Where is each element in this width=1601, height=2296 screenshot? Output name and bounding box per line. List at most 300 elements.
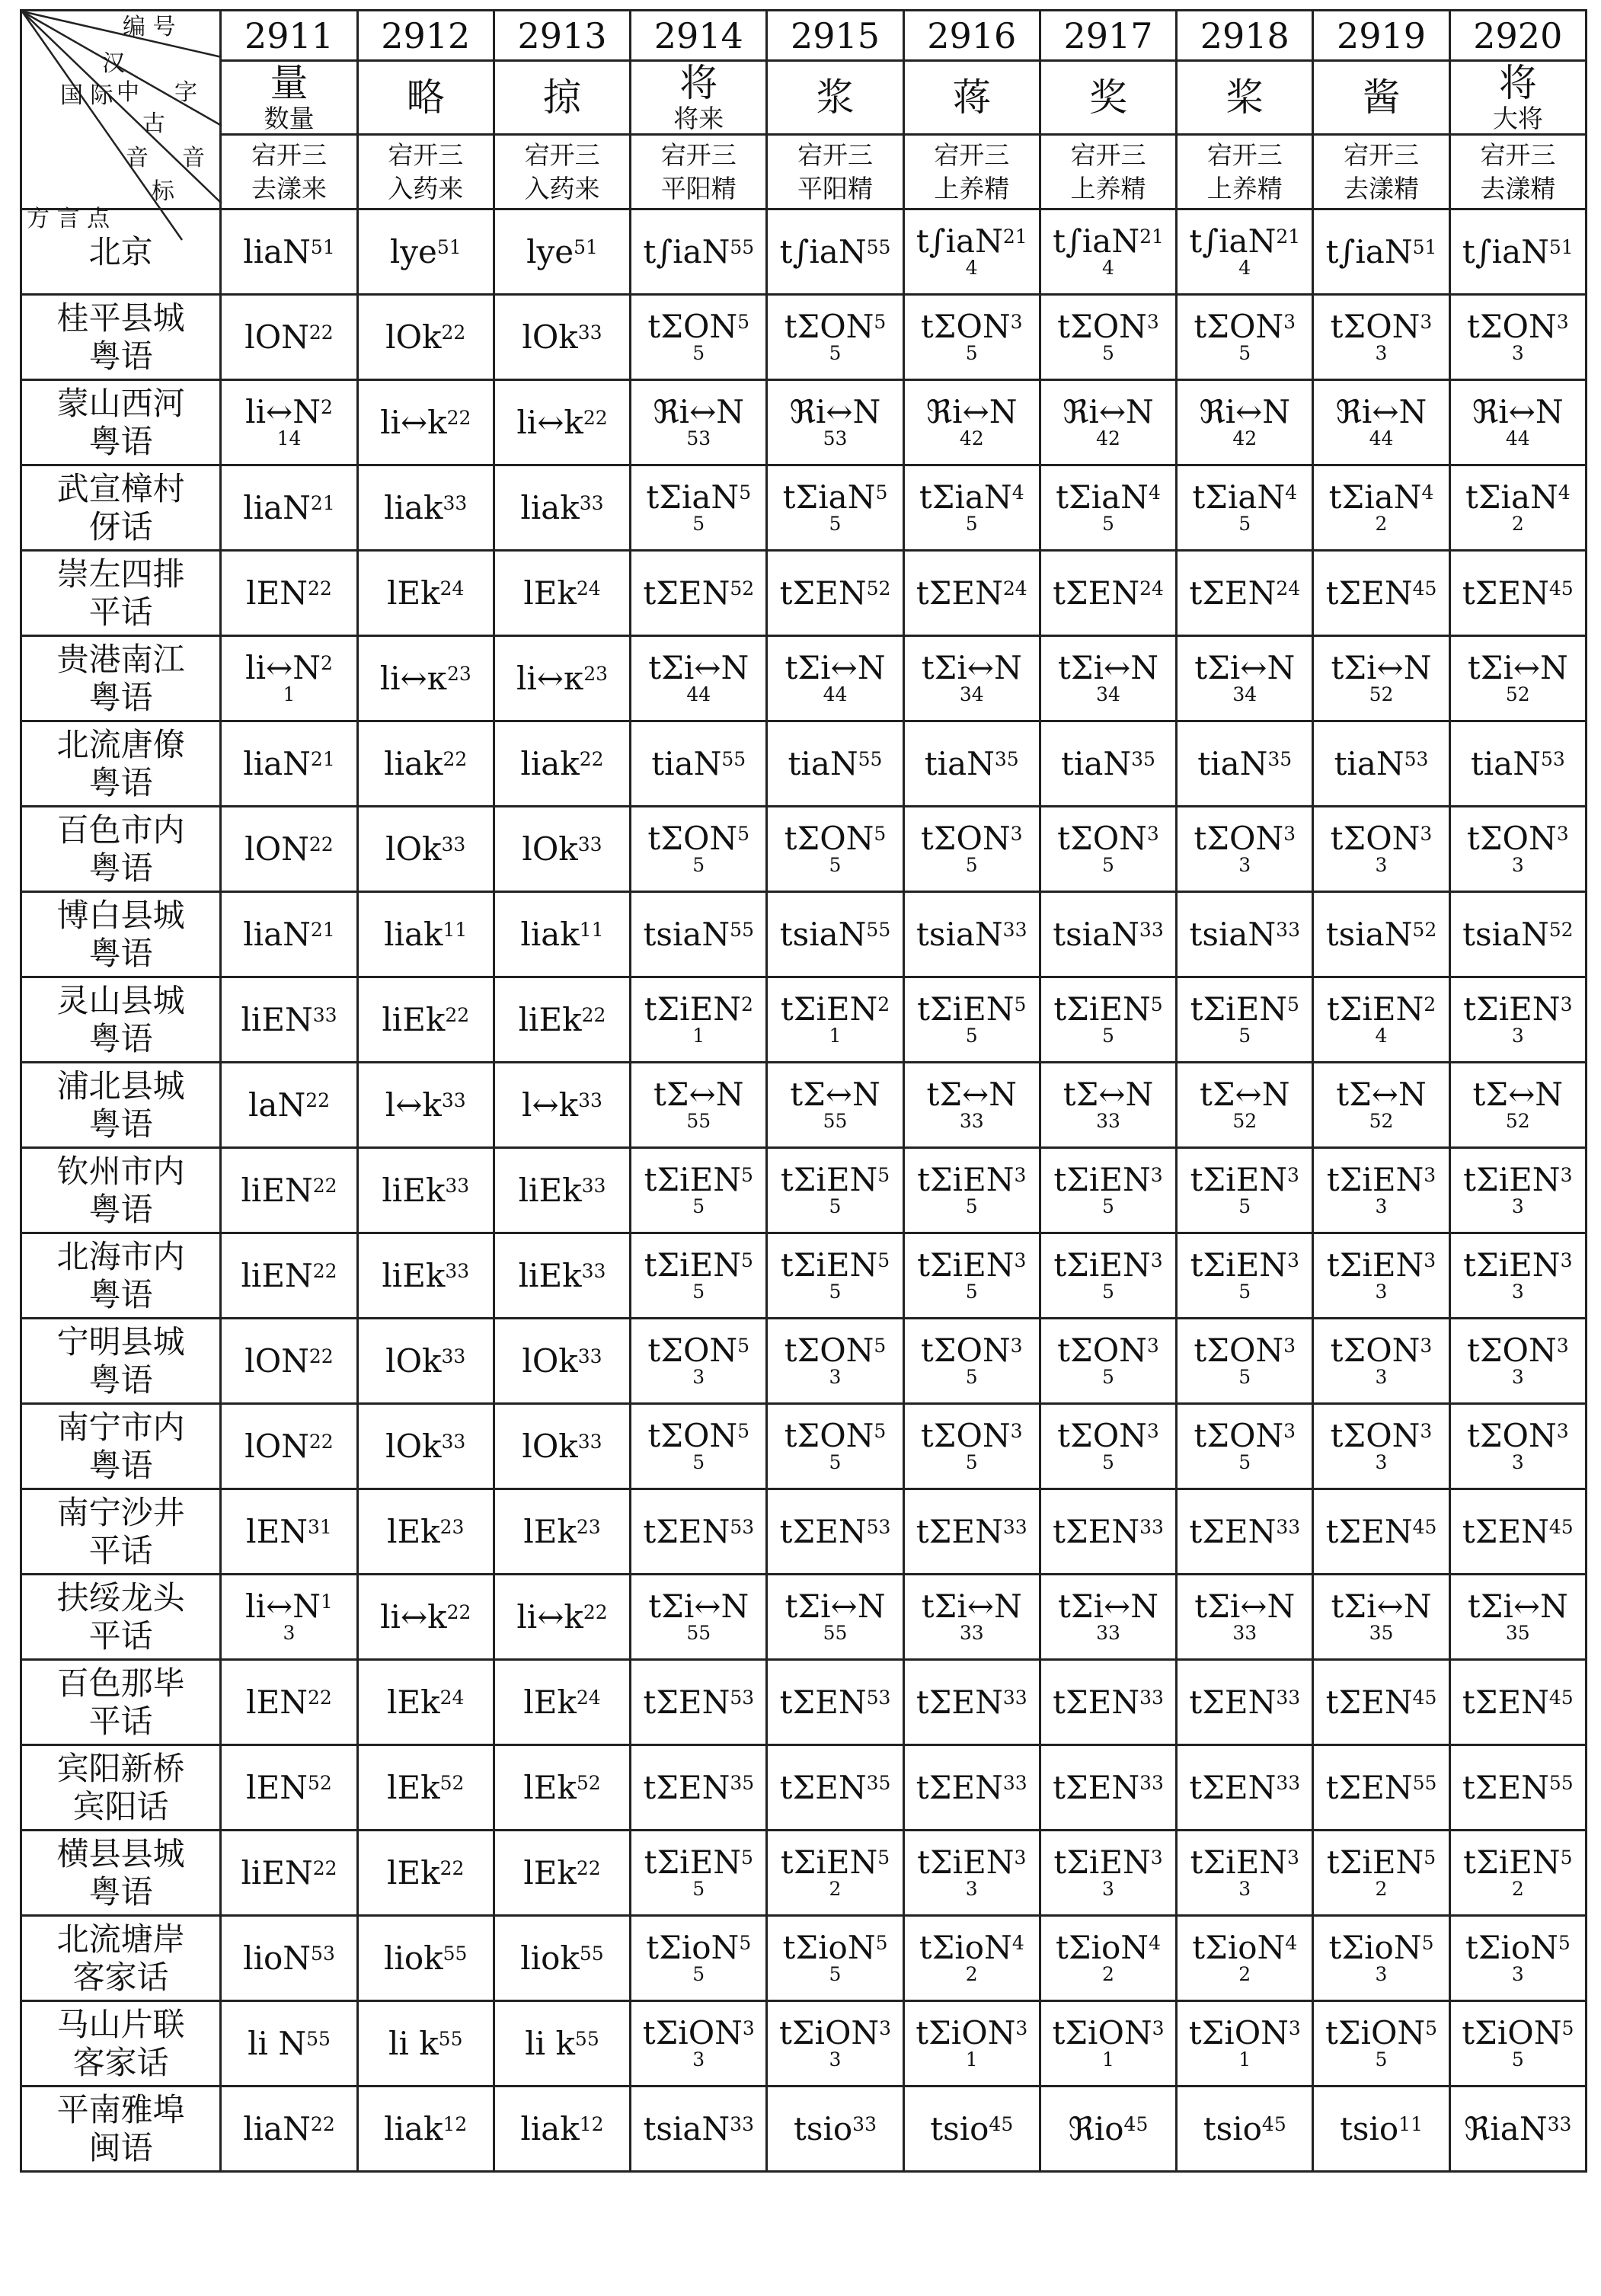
tone-superscript: 22 [446, 1600, 471, 1623]
ipa-transcription [1178, 222, 1312, 279]
tone-superscript: 51 [1412, 235, 1437, 258]
tone-subscript: 3 [1375, 1194, 1388, 1217]
ipa-cell [221, 1148, 357, 1233]
ipa-transcription [1314, 2013, 1448, 2071]
ipa-base: lEk [523, 1683, 577, 1721]
tone-subscript: 5 [965, 1450, 978, 1473]
ipa-base: tΣi↔N [1194, 1587, 1296, 1625]
ipa-transcription [222, 1427, 356, 1465]
tone-subscript: 5 [692, 512, 705, 535]
ipa-transcription [631, 1683, 765, 1721]
tone-superscript: 52 [866, 577, 891, 600]
tone-superscript: 52 [308, 1771, 332, 1794]
character: 桨 [1226, 75, 1264, 120]
tone-subscript: 5 [1238, 341, 1251, 364]
tone-subscript: 5 [965, 1280, 978, 1303]
tone-subscript: 42 [959, 427, 984, 449]
ipa-transcription [1041, 1075, 1175, 1132]
ipa-transcription [495, 659, 629, 697]
ipa-cell [221, 1063, 357, 1148]
dialect-point-line: 武宣樟村 [56, 469, 185, 507]
dialect-point-line: 粤语 [88, 1361, 153, 1399]
ipa-transcription [1451, 990, 1585, 1047]
tone-superscript: 24 [439, 577, 465, 600]
ipa-cell [1040, 295, 1176, 380]
ipa-cell [903, 1660, 1040, 1745]
tone-superscript: 22 [443, 747, 468, 770]
column-category [1040, 135, 1176, 209]
ipa-base: tiaN [1470, 744, 1541, 782]
tone-superscript: 5 [741, 1163, 753, 1186]
ipa-cell [1313, 977, 1449, 1063]
ipa-transcription [222, 1587, 356, 1644]
ipa-cell [1177, 209, 1313, 295]
tone-subscript: 35 [1505, 1621, 1530, 1644]
tone-superscript: 33 [441, 1345, 466, 1367]
ipa-transcription [495, 1171, 629, 1209]
ipa-cell [1040, 1831, 1176, 1916]
ipa-cell [1040, 2001, 1176, 2087]
ipa-transcription [1451, 2013, 1585, 2071]
tone-subscript: 2 [1511, 512, 1524, 535]
tone-subscript: 5 [965, 1194, 978, 1217]
tone-superscript: 55 [721, 747, 746, 770]
middle-chinese-category: 宕开三 [934, 139, 1010, 170]
tone-subscript: 5 [692, 1962, 705, 1985]
tone-subscript: 55 [823, 1109, 848, 1132]
table-row [21, 1575, 1587, 1660]
ipa-transcription [495, 1000, 629, 1038]
tone-superscript: 55 [730, 918, 754, 941]
ipa-cell [494, 721, 630, 807]
ipa-cell [1177, 1575, 1313, 1660]
ipa-transcription [631, 1843, 765, 1900]
tone-superscript: 45 [1412, 577, 1437, 600]
ipa-base: tΣEN [643, 574, 730, 612]
ipa-base: li↔κ [379, 659, 447, 697]
ipa-base: tiaN [1197, 744, 1268, 782]
tone-superscript: 3 [1010, 1419, 1023, 1442]
tone-superscript: 5 [1287, 993, 1299, 1015]
ipa-cell [221, 209, 357, 295]
table-row [21, 721, 1587, 807]
tone-subscript: 5 [1238, 1450, 1251, 1473]
tone-subscript: 5 [1238, 1280, 1251, 1303]
ipa-transcription [768, 1416, 902, 1473]
ipa-cell [1449, 1916, 1586, 2001]
ipa-base: lEk [387, 1683, 440, 1721]
ipa-cell [767, 2087, 903, 2172]
table-row [21, 1404, 1587, 1489]
middle-chinese-category: 入药来 [388, 173, 464, 203]
ipa-cell [903, 1831, 1040, 1916]
ipa-cell [1313, 295, 1449, 380]
ipa-transcription [495, 318, 629, 356]
ipa-base: tΣON [647, 1331, 738, 1369]
dialect-point-line: 北流塘岸 [56, 1920, 185, 1958]
ipa-base: lOk [385, 318, 442, 356]
tone-subscript: 1 [1102, 2048, 1114, 2071]
ipa-transcription [631, 990, 765, 1047]
tone-subscript: 2 [1375, 1877, 1388, 1900]
tone-superscript: 52 [1548, 918, 1574, 941]
tone-subscript: 2 [1511, 1877, 1524, 1900]
ipa-transcription [768, 478, 902, 535]
ipa-base: l↔k [522, 1086, 579, 1124]
ipa-base: tΣ↔N [1063, 1075, 1154, 1113]
ipa-cell [357, 977, 494, 1063]
tone-subscript: 3 [283, 1621, 296, 1644]
ipa-cell [1313, 209, 1449, 295]
ipa-cell [357, 2001, 494, 2087]
ipa-base: tΣiON [1325, 2013, 1426, 2051]
ipa-base: lON [244, 318, 309, 356]
tone-superscript: 5 [875, 1931, 888, 1954]
ipa-base: tΣON [647, 1416, 738, 1454]
ipa-cell [1313, 1575, 1449, 1660]
ipa-base: tΣiEN [644, 1246, 741, 1284]
ipa-cell [903, 636, 1040, 721]
ipa-cell [1040, 1916, 1176, 2001]
ipa-cell [357, 1660, 494, 1745]
ipa-cell [494, 1063, 630, 1148]
ipa-base: lioN [243, 1939, 312, 1977]
table-row [21, 2001, 1587, 2087]
tone-superscript: 3 [1283, 1419, 1296, 1442]
tone-superscript: 3 [1556, 310, 1569, 333]
ipa-base: liak [384, 915, 443, 953]
ipa-base: tΣON [784, 307, 874, 345]
tone-superscript: 2 [1424, 993, 1436, 1015]
tone-superscript: 5 [737, 1419, 750, 1442]
tone-superscript: 22 [446, 406, 471, 429]
ipa-base: tΣEN [1325, 1683, 1413, 1721]
ipa-base: tΣi↔N [785, 1587, 886, 1625]
ipa-base: tΣiEN [1463, 990, 1561, 1028]
ipa-base: tΣON [1194, 1331, 1284, 1369]
ipa-transcription [905, 915, 1039, 953]
ipa-base: ℜi↔N [1335, 392, 1427, 430]
tone-subscript: 5 [1102, 1450, 1114, 1473]
ipa-cell [1449, 1148, 1586, 1233]
column-category [767, 135, 903, 209]
tone-superscript: 3 [1150, 1163, 1163, 1186]
ipa-transcription [222, 2024, 356, 2062]
tone-superscript: 5 [741, 1249, 753, 1271]
ipa-transcription [1314, 574, 1448, 612]
middle-chinese-category: 宕开三 [1070, 139, 1146, 170]
ipa-base: lOk [522, 318, 578, 356]
tone-superscript: 22 [439, 1856, 465, 1879]
ipa-transcription [631, 1160, 765, 1217]
ipa-transcription [768, 1331, 902, 1388]
ipa-transcription [905, 1768, 1039, 1806]
ipa-base: tΣEN [1325, 574, 1413, 612]
middle-chinese-category: 宕开三 [524, 139, 600, 170]
tone-subscript: 3 [1511, 853, 1524, 876]
tone-superscript: 33 [1139, 918, 1164, 941]
tone-superscript: 55 [1412, 1771, 1437, 1794]
tone-subscript: 4 [1238, 256, 1251, 279]
middle-chinese-category: 宕开三 [388, 139, 464, 170]
ipa-cell [1313, 1404, 1449, 1489]
tone-superscript: 5 [737, 1334, 750, 1357]
column-character [494, 61, 630, 135]
ipa-cell [903, 2001, 1040, 2087]
ipa-cell [357, 551, 494, 636]
tone-subscript: 1 [1238, 2048, 1251, 2071]
ipa-cell [494, 977, 630, 1063]
tone-superscript: 33 [1276, 1515, 1301, 1538]
tone-subscript: 4 [1102, 256, 1114, 279]
ipa-transcription [359, 232, 493, 270]
ipa-transcription [1314, 648, 1448, 705]
ipa-transcription [1041, 2109, 1175, 2147]
ipa-transcription [1451, 648, 1585, 705]
middle-chinese-category: 平阳精 [660, 173, 737, 203]
ipa-cell [1177, 977, 1313, 1063]
ipa-cell [357, 1319, 494, 1404]
ipa-base: tΣON [1194, 819, 1284, 857]
ipa-transcription [1451, 392, 1585, 449]
tone-superscript: 5 [874, 822, 887, 845]
ipa-base: laN [248, 1086, 306, 1124]
ipa-cell [903, 977, 1040, 1063]
ipa-base: tΣON [1330, 819, 1420, 857]
ipa-cell [357, 1916, 494, 2001]
ipa-transcription [1178, 1843, 1312, 1900]
ipa-transcription [1314, 990, 1448, 1047]
corner-label-yin1: 音 [126, 145, 149, 171]
tone-superscript: 55 [730, 235, 755, 258]
tone-superscript: 3 [1556, 822, 1569, 845]
tone-superscript: 22 [441, 321, 466, 344]
ipa-base: tΣioN [646, 1928, 740, 1966]
dialect-point-line: 南宁市内 [56, 1408, 185, 1446]
ipa-base: tΣiaN [1465, 478, 1558, 516]
ipa-cell [1449, 1404, 1586, 1489]
dialect-point-line: 粤语 [88, 1105, 153, 1143]
column-code: 2917 [1040, 11, 1176, 61]
tone-superscript: 4 [1149, 1931, 1161, 1954]
ipa-transcription [905, 1246, 1039, 1303]
ipa-base: tsiaN [1053, 915, 1139, 953]
ipa-cell [1449, 1233, 1586, 1319]
tone-superscript: 11 [443, 918, 468, 941]
ipa-transcription [1314, 1075, 1448, 1132]
ipa-base: tΣioN [919, 1928, 1012, 1966]
tone-superscript: 21 [310, 747, 335, 770]
ipa-base: tΣON [1466, 1331, 1557, 1369]
table-row [21, 1831, 1587, 1916]
ipa-cell [767, 1233, 903, 1319]
ipa-base: tΣiaN [1056, 478, 1149, 516]
ipa-transcription [1451, 232, 1585, 270]
tone-subscript: 5 [1102, 1280, 1114, 1303]
ipa-cell [221, 892, 357, 977]
tone-subscript: 44 [1505, 427, 1530, 449]
ipa-base: tiaN [1334, 744, 1404, 782]
table-row [21, 892, 1587, 977]
ipa-cell [767, 977, 903, 1063]
ipa-cell [903, 1575, 1040, 1660]
ipa-cell [1177, 2001, 1313, 2087]
tone-superscript: 33 [581, 1259, 606, 1282]
ipa-transcription [905, 1160, 1039, 1217]
ipa-base: tΣi↔N [785, 648, 886, 686]
ipa-cell [357, 1404, 494, 1489]
column-code: 2918 [1177, 11, 1313, 61]
tone-superscript: 53 [866, 1686, 891, 1709]
ipa-transcription [1178, 744, 1312, 782]
ipa-cell [631, 380, 767, 465]
ipa-transcription [1178, 1587, 1312, 1644]
tone-superscript: 45 [1412, 1515, 1437, 1538]
tone-superscript: 24 [1276, 577, 1301, 600]
tone-subscript: 14 [276, 427, 302, 449]
ipa-transcription [1314, 478, 1448, 535]
ipa-base: tΣioN [1056, 1928, 1149, 1966]
dialect-point-line: 宁明县城 [56, 1322, 185, 1361]
ipa-transcription [768, 990, 902, 1047]
column-category [221, 135, 357, 209]
ipa-cell [357, 380, 494, 465]
ipa-cell [631, 1063, 767, 1148]
tone-superscript: 21 [310, 918, 335, 941]
tone-superscript: 5 [877, 1846, 890, 1869]
ipa-base: tΣiEN [1190, 990, 1287, 1028]
tone-superscript: 33 [441, 1089, 466, 1111]
ipa-base: tsiaN [916, 915, 1003, 953]
ipa-cell [903, 1745, 1040, 1831]
ipa-transcription [1178, 915, 1312, 953]
dialect-point [21, 380, 221, 465]
ipa-cell [357, 295, 494, 380]
ipa-base: tsiaN [1325, 915, 1413, 953]
ipa-cell [494, 1660, 630, 1745]
ipa-transcription [1451, 1331, 1585, 1388]
ipa-base: tΣiON [1188, 2013, 1289, 2051]
dialect-point-line: 粤语 [88, 849, 153, 887]
ipa-base: tΣiEN [917, 990, 1015, 1028]
ipa-transcription [1314, 1587, 1448, 1644]
tone-subscript: 52 [1505, 1109, 1530, 1132]
tone-superscript: 45 [1548, 1686, 1574, 1709]
ipa-cell [903, 1916, 1040, 2001]
ipa-cell [767, 1660, 903, 1745]
ipa-cell [1449, 1745, 1586, 1831]
ipa-base: tΣON [1194, 307, 1284, 345]
ipa-transcription [222, 1000, 356, 1038]
ipa-transcription [1041, 307, 1175, 364]
ipa-base: tΣiEN [644, 990, 741, 1028]
tone-subscript: 3 [829, 2048, 842, 2071]
tone-superscript: 22 [308, 833, 334, 855]
ipa-base: liak [384, 744, 443, 782]
ipa-cell [1449, 1831, 1586, 1916]
dialect-pronunciation-table [20, 9, 1587, 2173]
ipa-cell [1040, 1319, 1176, 1404]
ipa-base: t∫iaN [1325, 232, 1413, 270]
ipa-transcription [1178, 392, 1312, 449]
ipa-base: liEk [382, 1171, 446, 1209]
tone-superscript: 3 [1560, 993, 1573, 1015]
ipa-transcription [1178, 1160, 1312, 1217]
ipa-base: tsio [930, 2109, 989, 2147]
dialect-point-line: 客家话 [72, 2043, 169, 2081]
middle-chinese-category: 上养精 [1070, 173, 1146, 203]
ipa-transcription [1041, 1843, 1175, 1900]
ipa-transcription [222, 2109, 356, 2147]
ipa-cell [1040, 1489, 1176, 1575]
tone-superscript: 33 [445, 1174, 470, 1197]
ipa-base: t∫iaN [916, 222, 1003, 260]
tone-subscript: 3 [1511, 1194, 1524, 1217]
ipa-transcription [1451, 2109, 1585, 2147]
ipa-cell [1040, 636, 1176, 721]
ipa-base: tΣi↔N [1467, 648, 1568, 686]
ipa-base: liEN [241, 1256, 313, 1294]
ipa-base: tΣON [1057, 307, 1147, 345]
ipa-base: tΣiaN [1328, 478, 1422, 516]
dialect-point [21, 1063, 221, 1148]
ipa-cell [1040, 1660, 1176, 1745]
ipa-transcription [1314, 915, 1448, 953]
ipa-transcription [1314, 819, 1448, 876]
ipa-cell [903, 209, 1040, 295]
tone-superscript: 3 [1288, 2016, 1301, 2039]
ipa-base: ℜi↔N [653, 392, 745, 430]
ipa-transcription [1178, 1416, 1312, 1473]
table-row [21, 807, 1587, 892]
ipa-cell [1177, 1063, 1313, 1148]
ipa-transcription [1314, 1160, 1448, 1217]
middle-chinese-category: 去漾精 [1344, 173, 1419, 203]
ipa-cell [631, 209, 767, 295]
ipa-base: tΣEN [779, 574, 867, 612]
tone-superscript: 33 [852, 2112, 877, 2135]
column-category [1313, 135, 1449, 209]
ipa-transcription [905, 1331, 1039, 1388]
tone-superscript: 53 [311, 1942, 335, 1965]
tone-subscript: 53 [686, 427, 711, 449]
ipa-base: lEk [387, 574, 440, 612]
ipa-transcription [1314, 744, 1448, 782]
tone-subscript: 42 [1096, 427, 1120, 449]
ipa-base: tsiaN [643, 2109, 730, 2147]
tone-subscript: 5 [829, 512, 842, 535]
ipa-transcription [1314, 232, 1448, 270]
corner-header [21, 11, 221, 232]
ipa-cell [1313, 1489, 1449, 1575]
ipa-cell [767, 1489, 903, 1575]
middle-chinese-category: 宕开三 [660, 139, 737, 170]
ipa-cell [357, 1489, 494, 1575]
ipa-base: lEN [246, 574, 308, 612]
tone-superscript: 5 [1561, 2016, 1574, 2039]
ipa-transcription [905, 744, 1039, 782]
ipa-base: tΣEN [916, 1768, 1003, 1806]
ipa-transcription [905, 307, 1039, 364]
ipa-base: tΣi↔N [648, 1587, 749, 1625]
category-row [21, 135, 1587, 209]
ipa-base: lye [389, 232, 437, 270]
ipa-cell [1313, 892, 1449, 977]
tone-superscript: 24 [576, 1686, 601, 1709]
ipa-base: ℜiaN [1464, 2109, 1548, 2147]
ipa-transcription [1178, 478, 1312, 535]
ipa-base: tΣiaN [646, 478, 740, 516]
